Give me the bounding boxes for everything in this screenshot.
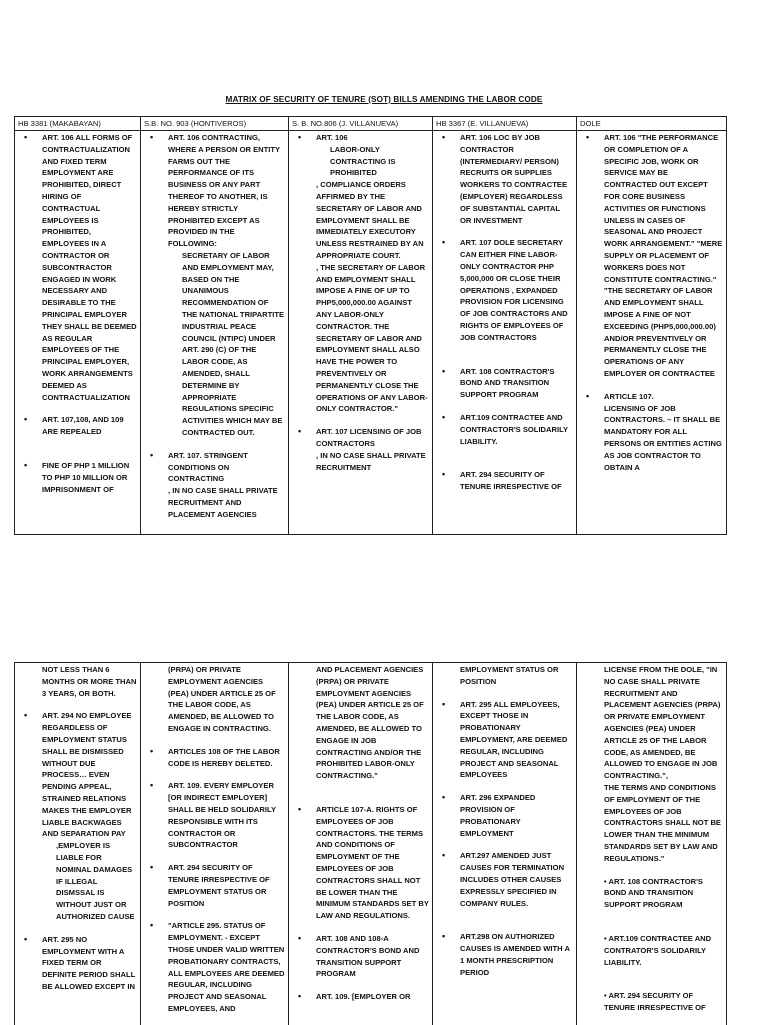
cell-content bbox=[141, 131, 288, 521]
provision-paragraph: • ART. 106 ALL FORMS OF CONTRACTUALIZATION AND FIXED TERM EMPLOYMENT ARE PROHIBITED, DIRECT HIRING OF CONTRACTUAL EMPLOYEES IS PROHIBITED, EMPLOYEES IN A CONTRACTOR OR SUBCONTRACTOR ENGAGED IN WORK NECESSARY AND DESIRABLE TO THE PRINCIPAL EMPLOYER THEY SHALL BE DEEMED AS REGULAR EMPLOYEES OF THE PRINCIPAL EMPLOYER, WORK ARRANGEMENTS DEEMED AS CONTRACTUALIZATION bbox=[18, 132, 137, 403]
provision-paragraph: , THE SECRETARY OF LABOR AND EMPLOYMENT SHALL IMPOSE A FINE OF UP TO PHP5,000,000.00 AGAINST ANY LABOR-ONLY CONTRACTOR. THE SECRETARY OF LABOR AND EMPLOYMENT SHALL ALSO HAVE THE POWER TO PREVENTIVELY OR PERMANENTLY CLOSE THE OPERATIONS OF ANY LABOR-ONLY CONTRACTOR." bbox=[292, 262, 429, 415]
provision-paragraph: • ART. 108 CONTRACTOR'S BOND AND TRANSITION SUPPORT PROGRAM bbox=[580, 876, 723, 911]
cell-sb903 bbox=[141, 663, 289, 1025]
provision-paragraph: • ART. 106 "THE PERFORMANCE OR COMPLETION OF A SPECIFIC JOB, WORK OR SERVICE MAY BE CONTRACTED OUT EXCEPT FOR CORE BUSINESS ACTIVITIES OR FUNCTIONS UNLESS IN CASES OF SEASONAL AND PROJECT WORK ARRANGEMENT." "MERE SUPPLY OR PLACEMENT OF WORKERS DOES NOT CONSTITUTE CONTRACTING." bbox=[580, 132, 723, 285]
provision-paragraph: • ART. 108 AND 108-A CONTRACTOR'S BOND AND TRANSITION SUPPORT PROGRAM bbox=[292, 933, 429, 980]
provision-paragraph: • ART. 109. EVERY EMPLOYER [OR INDIRECT EMPLOYER] SHALL BE HELD SOLIDARILY RESPONSIBLE WITH ITS CONTRACTOR OR SUBCONTRACTOR bbox=[144, 780, 285, 851]
provision-paragraph: • ART. 294 NO EMPLOYEE REGARDLESS OF EMPLOYMENT STATUS SHALL BE DISMISSED WITHOUT DUE PROCESS… EVEN PENDING APPEAL, STRAINED RELATIONS MAKES THE EMPLOYER LIABLE BACKWAGES AND SEPARATION PAY bbox=[18, 710, 137, 840]
provision-paragraph: ,EMPLOYER IS LIABLE FOR NOMINAL DAMAGES IF ILLEGAL DISMSSAL IS WITHOUT JUST OR AUTHORIZED CAUSE bbox=[18, 840, 137, 923]
provision-paragraph: • ART. 106 bbox=[292, 132, 429, 144]
provision-paragraph: "THE SECRETARY OF LABOR AND EMPLOYMENT SHALL IMPOSE A FINE OF NOT EXCEEDING (PHP5,000,000.00) AND/OR PREVENTIVELY OR PERMANENTLY CLOSE THE OPERATIONS OF ANY EMPLOYER OR CONTRACTEE bbox=[580, 285, 723, 379]
provision-paragraph: EMPLOYMENT STATUS OR POSITION bbox=[436, 664, 573, 688]
cell-hb3381 bbox=[15, 131, 141, 535]
cell-hb3367 bbox=[433, 131, 577, 535]
header-dole: DOLE bbox=[577, 117, 727, 131]
provision-paragraph: • ART.298 ON AUTHORIZED CAUSES IS AMENDED WITH A 1 MONTH PRESCRIPTION PERIOD bbox=[436, 931, 573, 978]
provision-paragraph: • ARTICLE 107-A. RIGHTS OF EMPLOYEES OF JOB CONTRACTORS. THE TERMS AND CONDITIONS OF EMPLOYMENT OF THE EMPLOYEES OF JOB CONTRACTORS SHALL NOT BE LOWER THAN THE MINIMUM STANDARDS SET BY LAW AND REGULATIONS. bbox=[292, 804, 429, 922]
document-title: MATRIX OF SECURITY OF TENURE (SOT) BILLS AMENDING THE LABOR CODE bbox=[0, 95, 768, 104]
provision-paragraph: LICENSING OF JOB CONTRACTORS. – IT SHALL BE MANDATORY FOR ALL PERSONS OR ENTITIES ACTING AS JOB CONTRACTOR TO OBTAIN A bbox=[580, 403, 723, 474]
provision-paragraph: • ART. 107,108, AND 109 ARE REPEALED bbox=[18, 414, 137, 438]
provision-paragraph: • ART.109 CONTRACTEE AND CONTRATOR'S SOLIDARILY LIABILITY. bbox=[580, 933, 723, 968]
cell-content bbox=[577, 131, 726, 473]
provision-paragraph: • ART. 294 SECURITY OF TENURE IRRESPECTIVE OF EMPLOYMENT STATUS OR POSITION bbox=[144, 862, 285, 909]
provision-paragraph: SECRETARY OF LABOR AND EMPLOYMENT MAY, BASED ON THE UNANIMOUS RECOMMENDATION OF THE NATIONAL TRIPARTITE INDUSTRIAL PEACE COUNCIL (NTIPC) UNDER ART. 290 (C) OF THE LABOR CODE, AS AMENDED, SHALL DETERMINE BY APPROPRIATE REGULATIONS SPECIFIC ACTIVITIES WHICH MAY BE CONTRACTED OUT. bbox=[144, 250, 285, 439]
provision-paragraph: • ART. 107 DOLE SECRETARY CAN EITHER FINE LABOR-ONLY CONTRACTOR PHP 5,000,000 OR CLOSE THEIR OPERATIONS , EXPANDED PROVISION FOR LICENSING OF JOB CONTRACTORS AND RIGHTS OF EMPLOYEES OF JOB CONTRACTORS bbox=[436, 237, 573, 343]
cell-content bbox=[15, 663, 140, 993]
provision-paragraph: • ART. 107. STRINGENT CONDITIONS ON CONTRACTING bbox=[144, 450, 285, 485]
cell-dole bbox=[577, 131, 727, 535]
provision-paragraph: • ART. 107 LICENSING OF JOB CONTRACTORS bbox=[292, 426, 429, 450]
provision-paragraph: (PRPA) OR PRIVATE EMPLOYMENT AGENCIES (PEA) UNDER ARTICLE 25 OF THE LABOR CODE, AS AMENDED, BE ALLOWED TO ENGAGE IN CONTRACTING. bbox=[144, 664, 285, 735]
cell-content bbox=[433, 131, 576, 493]
cell-sb806 bbox=[289, 131, 433, 535]
table-row bbox=[15, 131, 727, 535]
header-sb806: S. B. NO.806 (J. VILLANUEVA) bbox=[289, 117, 433, 131]
provision-paragraph: • ART. 295 NO EMPLOYMENT WITH A FIXED TERM OR DEFINITE PERIOD SHALL BE ALLOWED EXCEPT IN bbox=[18, 934, 137, 993]
cell-content bbox=[433, 663, 576, 979]
provision-paragraph: AND PLACEMENT AGENCIES (PRPA) OR PRIVATE EMPLOYMENT AGENCIES (PEA) UNDER ARTICLE 25 OF THE LABOR CODE, AS AMENDED, BE ALLOWED TO ENGAGE IN JOB CONTRACTING AND/OR THE PROHIBITED LABOR-ONLY CONTRACTING." bbox=[292, 664, 429, 782]
provision-paragraph: • ART. 106 CONTRACTING, WHERE A PERSON OR ENTITY FARMS OUT THE PERFORMANCE OF ITS BUSINESS OR ANY PART THEREOF TO ANOTHER, IS HEREBY STRICTLY PROHIBITED EXCEPT AS PROVIDED IN THE FOLLOWING: bbox=[144, 132, 285, 250]
cell-hb3367 bbox=[433, 663, 577, 1025]
cell-content bbox=[15, 131, 140, 495]
table-row bbox=[15, 663, 727, 1025]
provision-paragraph: • ART. 295 ALL EMPLOYEES, EXCEPT THOSE IN PROBATIONARY EMPLOYMENT, ARE DEEMED REGULAR, INCLUDING PROJECT AND SEASONAL EMPLOYEES bbox=[436, 699, 573, 782]
provision-paragraph: • ART.109 CONTRACTEE AND CONTRACTOR'S SOLIDARILY LIABILITY. bbox=[436, 412, 573, 447]
provision-paragraph: LICENSE FROM THE DOLE, "IN NO CASE SHALL PRIVATE RECRUITMENT AND PLACEMENT AGENCIES (PRPA) OR PRIVATE EMPLOYMENT AGENCIES (PEA) UNDER ARTICLE 25 OF THE LABOR CODE, AS AMENDED, BE ALLOWED TO ENGAGE IN JOB CONTRACTING.", bbox=[580, 664, 723, 782]
cell-content bbox=[289, 131, 432, 473]
provision-paragraph: LABOR-ONLY CONTRACTING IS PROHIBITED bbox=[292, 144, 429, 179]
provision-paragraph: , COMPLIANCE ORDERS AFFIRMED BY THE SECRETARY OF LABOR AND EMPLOYMENT SHALL BE IMMEDIATELY EXECUTORY UNLESS RESTRAINED BY AN APPROPRIATE COURT. bbox=[292, 179, 429, 262]
cell-content bbox=[141, 663, 288, 1015]
matrix-table-page-2 bbox=[14, 662, 727, 1025]
provision-paragraph: • ART. 294 SECURITY OF TENURE IRRESPECTIVE OF bbox=[580, 990, 723, 1014]
header-hb3367: HB 3367 (E. VILLANUEVA) bbox=[433, 117, 577, 131]
provision-paragraph: • ART. 294 SECURITY OF TENURE IRRESPECTIVE OF bbox=[436, 469, 573, 493]
cell-dole bbox=[577, 663, 727, 1025]
provision-paragraph: • ART. 108 CONTRACTOR'S BOND AND TRANSITION SUPPORT PROGRAM bbox=[436, 366, 573, 401]
cell-content bbox=[577, 663, 726, 1014]
provision-paragraph: • ARTICLE 107. bbox=[580, 391, 723, 403]
provision-paragraph: , IN NO CASE SHALL PRIVATE RECRUITMENT bbox=[292, 450, 429, 474]
header-row bbox=[15, 117, 727, 131]
matrix-table-page-1 bbox=[14, 116, 727, 535]
cell-sb903 bbox=[141, 131, 289, 535]
provision-paragraph: • "ARTICLE 295. STATUS OF EMPLOYMENT. - EXCEPT THOSE UNDER VALID WRITTEN PROBATIONARY CONTRACTS, ALL EMPLOYEES ARE DEEMED REGULAR, INCLUDING PROJECT AND SEASONAL EMPLOYEES, AND bbox=[144, 920, 285, 1014]
provision-paragraph: • ART. 109. [EMPLOYER OR bbox=[292, 991, 429, 1003]
cell-content bbox=[289, 663, 432, 1003]
provision-paragraph: , IN NO CASE SHALL PRIVATE RECRUITMENT AND PLACEMENT AGENCIES bbox=[144, 485, 285, 520]
provision-paragraph: THE TERMS AND CONDITIONS OF EMPLOYMENT OF THE EMPLOYEES OF JOB CONTRACTORS SHALL NOT BE LOWER THAN THE MINIMUM STANDARDS SET BY LAW AND REGULATIONS." bbox=[580, 782, 723, 865]
header-sb903: S.B. NO. 903 (HONTIVEROS) bbox=[141, 117, 289, 131]
provision-paragraph: • FINE OF PHP 1 MILLION TO PHP 10 MILLION OR IMPRISONMENT OF bbox=[18, 460, 137, 495]
provision-paragraph: • ARTICLES 108 OF THE LABOR CODE IS HEREBY DELETED. bbox=[144, 746, 285, 770]
cell-sb806 bbox=[289, 663, 433, 1025]
cell-hb3381 bbox=[15, 663, 141, 1025]
provision-paragraph: • ART. 296 EXPANDED PROVISION OF PROBATIONARY EMPLOYMENT bbox=[436, 792, 573, 839]
provision-paragraph: NOT LESS THAN 6 MONTHS OR MORE THAN 3 YEARS, OR BOTH. bbox=[18, 664, 137, 699]
provision-paragraph: • ART. 106 LOC BY JOB CONTRACTOR (INTERMEDIARY/ PERSON) RECRUITS OR SUPPLIES WORKERS TO CONTRACTEE (EMPLOYER) REGARDLESS OF SUBSTANTIAL CAPITAL OR INVESTMENT bbox=[436, 132, 573, 226]
header-hb3381: HB 3381 (MAKABAYAN) bbox=[15, 117, 141, 131]
provision-paragraph: • ART.297 AMENDED JUST CAUSES FOR TERMINATION INCLUDES OTHER CAUSES EXPRESSLY SPECIFIED IN COMPANY RULES. bbox=[436, 850, 573, 909]
